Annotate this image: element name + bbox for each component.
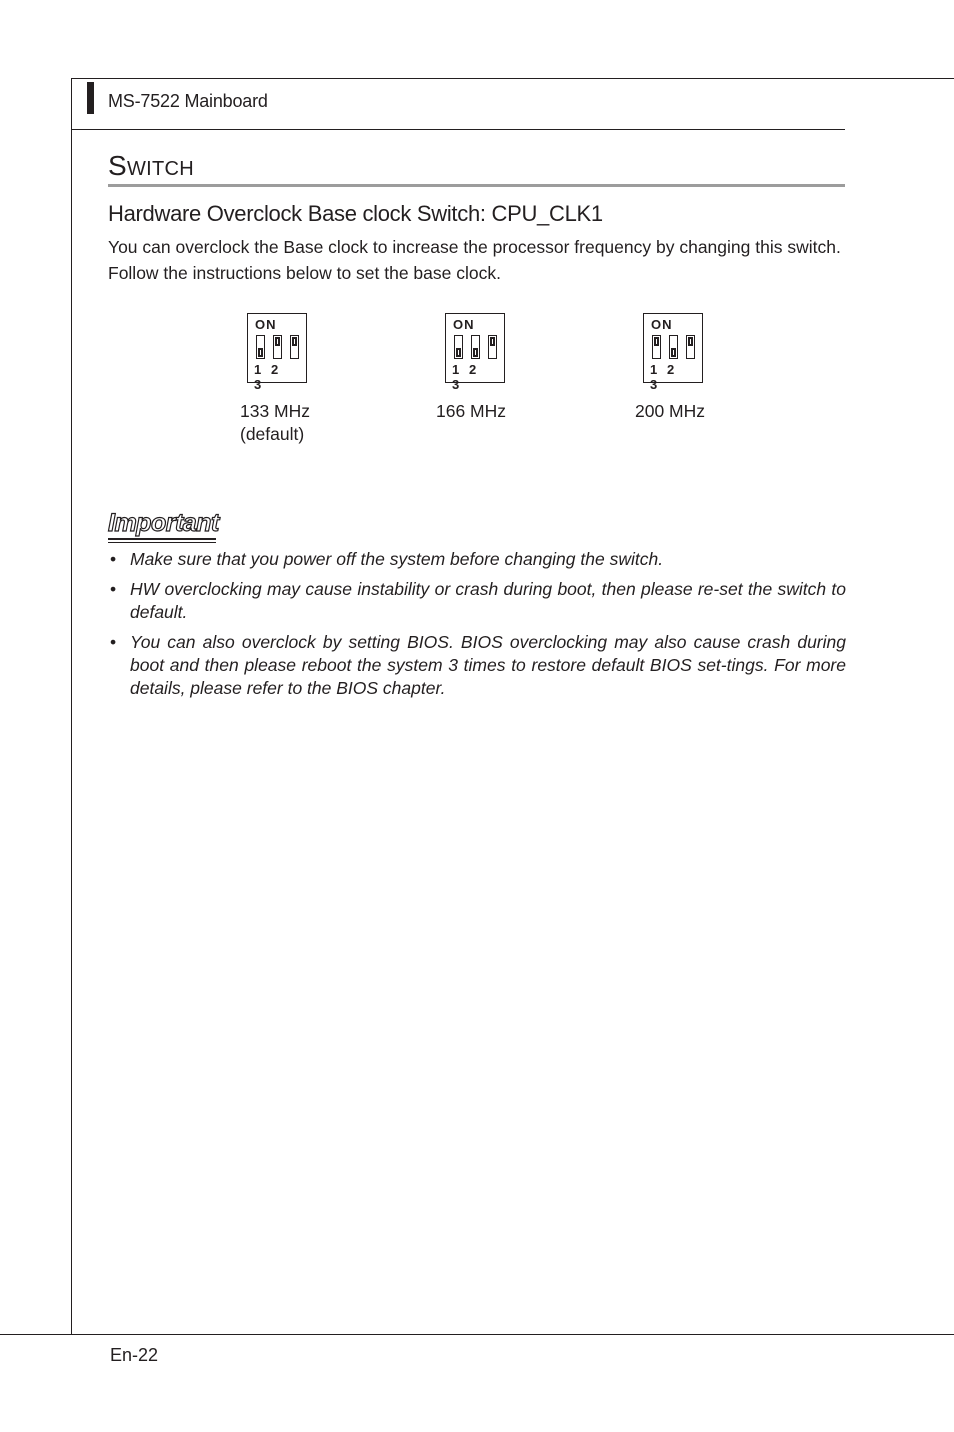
footer-rule (0, 1334, 954, 1335)
dip-knob (456, 348, 461, 357)
switch-on-label: ON (651, 317, 673, 332)
dip-1 (454, 335, 463, 359)
header-top-rule (71, 78, 954, 79)
subsection-title: Hardware Overclock Base clock Switch: CPU_CLK1 (108, 201, 603, 226)
freq-note: (default) (240, 424, 305, 444)
switch-number: 1 (650, 362, 658, 377)
dip-2 (471, 335, 480, 359)
dip-2 (273, 335, 282, 359)
switch-numbers (452, 362, 502, 392)
dip-1 (256, 335, 265, 359)
dip-knob (688, 337, 693, 346)
switch-number: 2 (469, 362, 477, 377)
important-underline (108, 538, 216, 540)
switch-number: 3 (254, 377, 262, 392)
section-rule (108, 184, 845, 187)
header-title: MS-7522 Mainboard (108, 91, 268, 111)
important-heading: Important (108, 509, 219, 537)
switch-number: 2 (271, 362, 279, 377)
important-list (108, 548, 846, 707)
list-item: • HW overclocking may cause instability or crash during boot, then please re-set the switch to default. (108, 578, 846, 624)
important-underline-thin (108, 542, 216, 543)
freq-label-200 (635, 400, 705, 423)
dip-3 (488, 335, 497, 359)
switch-on-label: ON (453, 317, 475, 332)
switch-number: 3 (650, 377, 658, 392)
dip-knob (292, 337, 297, 346)
header-bottom-rule (71, 129, 845, 130)
dip-switch-166 (445, 313, 505, 392)
switch-number: 1 (452, 362, 460, 377)
dip-knob (275, 337, 280, 346)
header-bar (87, 82, 94, 114)
freq-value: 200 MHz (635, 401, 706, 421)
section-title: Switch (108, 150, 195, 181)
dip-3 (686, 335, 695, 359)
freq-value: 166 MHz (436, 401, 507, 421)
switch-number: 3 (452, 377, 460, 392)
dip-1 (652, 335, 661, 359)
list-item: • Make sure that you power off the system before changing the switch. (108, 548, 846, 571)
list-item: • You can also overclock by setting BIOS. BIOS overclocking may also cause crash during boot and then please reboot the system 3 times to restore default BIOS set-tings. For more details, please refer to the BIOS chapter. (108, 631, 846, 700)
switch-numbers (254, 362, 304, 392)
dip-knob (654, 337, 659, 346)
switch-number: 2 (667, 362, 675, 377)
dip-knob (490, 337, 495, 346)
intro-paragraph: You can overclock the Base clock to increase the processor frequency by changing this switch. Follow the instructions below to set the base clock. (108, 237, 841, 283)
switch-on-label: ON (255, 317, 277, 332)
dip-knob (258, 348, 263, 357)
switch-numbers (650, 362, 700, 392)
dip-switch-200 (643, 313, 703, 392)
page-number: En-22 (110, 1345, 159, 1365)
freq-value: 133 MHz (240, 401, 311, 421)
dip-2 (669, 335, 678, 359)
freq-label-166 (436, 400, 506, 423)
dip-knob (473, 348, 478, 357)
dip-knob (671, 348, 676, 357)
margin-line (71, 78, 72, 1335)
dip-switch-133 (247, 313, 307, 392)
dip-3 (290, 335, 299, 359)
freq-label-133 (240, 400, 310, 446)
switch-number: 1 (254, 362, 262, 377)
